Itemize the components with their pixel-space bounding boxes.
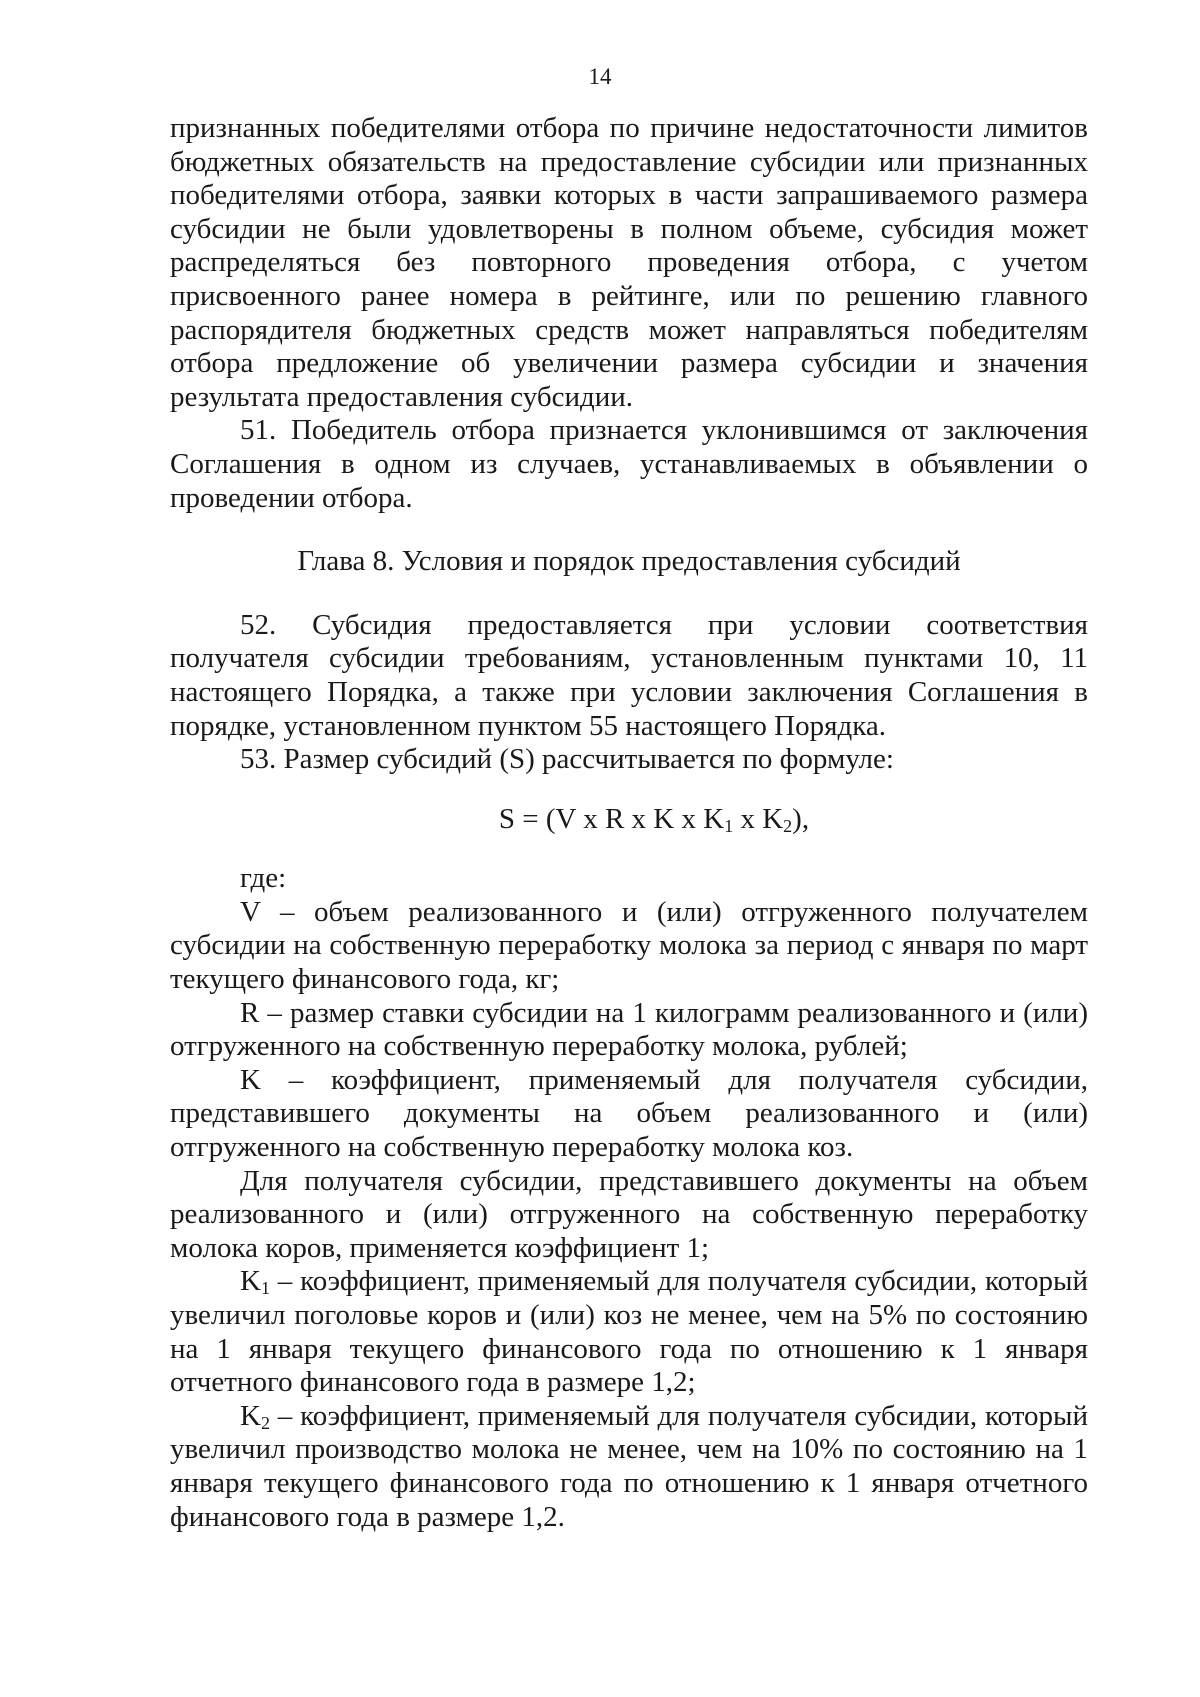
formula-main: S = (V x R x K x K (498, 802, 725, 835)
definition-k1 (170, 1265, 1088, 1399)
page-number: 14 (588, 64, 612, 89)
formula-mid: x K (733, 802, 784, 835)
paragraph-53: 53. Размер субсидий (S) рассчитывается по формуле: (240, 743, 894, 776)
subsidy-formula (170, 803, 1088, 837)
k1-letter: K (240, 1265, 261, 1298)
chapter-heading: Глава 8. Условия и порядок предоставления субсидий (297, 545, 961, 578)
definition-k: K – коэффициент, применяемый для получателя субсидии, представившего документы на объем реализованного и (или) отгруженного на собственную переработку молока коз. (170, 1063, 1088, 1164)
k1-text: – коэффициент, применяемый для получателя субсидии, который увеличил поголовье коров и (или) коз не менее, чем на 5% по состоянию на 1 января текущего финансового года по отношению к 1 января отчетного финансового года в размере 1,2; (170, 1265, 1088, 1399)
k1-sub: 1 (260, 1278, 270, 1299)
definition-v: V – объем реализованного и (или) отгруженного получателем субсидии на собственную переработку молока за период с января по март текущего финансового года, кг; (170, 895, 1088, 996)
formula-sub-2: 2 (783, 815, 793, 836)
formula-end: ), (792, 802, 810, 835)
where-label: где: (240, 862, 287, 895)
paragraph-51: 51. Победитель отбора признается уклонившимся от заключения Соглашения в одном из случаев, устанавливаемых в объявлении о проведении отбора. (170, 414, 1088, 514)
paragraph-52: 52. Субсидия предоставляется при условии соответствия получателя субсидии требованиям, установленным пунктами 10, 11 настоящего Порядка, а также при условии заключения Соглашения в порядке, установленном пунктом 55 настоящего Порядка. (170, 608, 1088, 742)
document-body (170, 112, 1088, 1534)
k2-letter: K (240, 1399, 261, 1432)
k2-sub: 2 (260, 1412, 270, 1433)
definition-k-cows: Для получателя субсидии, представившего документы на объем реализованного и (или) отгруженного на собственную переработку молока коров, применяется коэффициент 1; (170, 1164, 1088, 1264)
formula-sub-1: 1 (724, 815, 734, 836)
definition-k2 (170, 1400, 1088, 1534)
paragraph-50-continuation: признанных победителями отбора по причине недостаточности лимитов бюджетных обязательств на предоставление субсидии или признанных победителями отбора, заявки которых в части запрашиваемого размера субсидии не были удовлетворены в полном объеме, субсидия может распределяться без повторного проведения отбора, с учетом присвоенного ранее номера в рейтинге, или по решению главного распорядителя бюджетных средств может направляться победителям отбора предложение об увеличении размера субсидии и значения результата предоставления субсидии. (170, 112, 1088, 413)
definition-r: R – размер ставки субсидии на 1 килограмм реализованного и (или) отгруженного на собственную переработку молока, рублей; (170, 996, 1088, 1063)
k2-text: – коэффициент, применяемый для получателя субсидии, который увеличил производство молока не менее, чем на 10% по состоянию на 1 января текущего финансового года по отношению к 1 января отчетного финансового года в размере 1,2. (170, 1399, 1088, 1533)
